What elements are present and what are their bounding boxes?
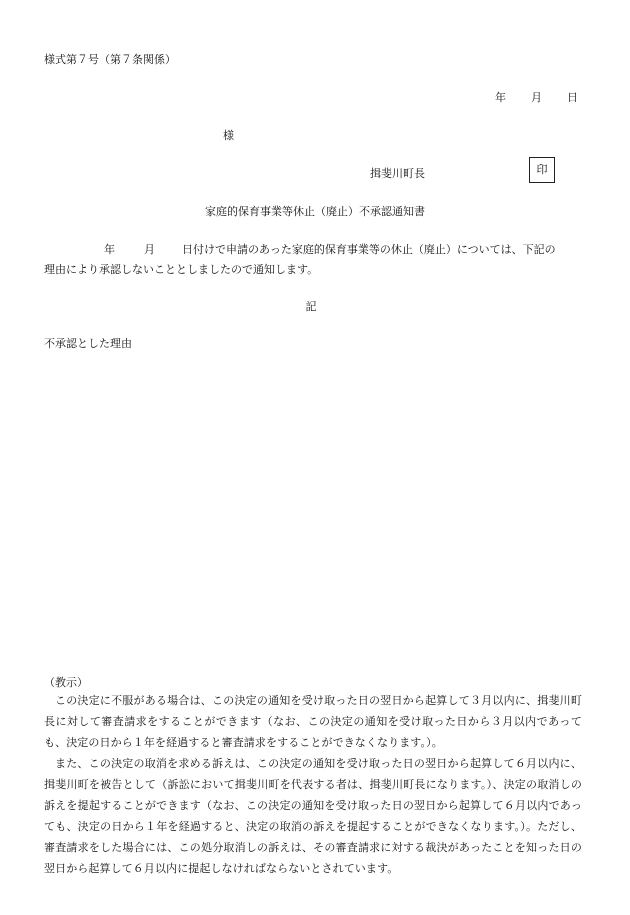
intro-line-1 [104,242,556,257]
instruction-paragraph-1: この決定に不服がある場合は、この決定の通知を受け取った日の翌日から起算して３月以内に、揖斐川町長に対して審査請求をすることができます（なお、この決定の通知を受け取った日から３月以内であっても、決定の日から１年を経過すると審査請求をすることができなくなります。）。 [44,694,582,750]
instruction-heading: （教示） [44,676,88,689]
ki-label: 記 [305,300,317,313]
instruction-paragraph-2: また、この決定の取消を求める訴えは、この決定の通知を受け取った日の翌日から起算して６月以内に、揖斐川町を被告として（訴訟において揖斐川町を代表する者は、揖斐川町長になります。）、決定の取消しの訴えを提起することができます（なお、この決定の通知を受け取った日の翌日から起算して６月以内であっても、決定の日から１年を経過すると、決定の取消の訴えを提起することができなくなります。）。ただし、審査請求をした場合には、この処分取消しの訴えは、その審査請求に対する裁決があったことを知った日の翌日から起算して６月以内に提起しなければならないとされています。 [44,757,582,876]
intro-line-1-text: 日付けで申請のあった家庭的保育事業等の休止（廃止）については、下記の [182,243,556,256]
date-year-label: 年 [495,91,506,104]
intro-month-label: 月 [144,243,155,256]
recipient-honorific: 様 [223,129,234,142]
reason-label: 不承認とした理由 [44,337,132,350]
seal-label: 印 [536,163,548,177]
intro-line-2: 理由により承認しないこととしましたので通知します。 [44,263,319,276]
date-month-label: 月 [531,91,542,104]
seal-box [529,157,555,183]
form-number: 様式第７号（第７条関係） [44,53,176,66]
issuer-name: 揖斐川町長 [370,167,425,180]
document-title: 家庭的保育事業等休止（廃止）不承認通知書 [205,205,425,218]
date-day-label: 日 [567,91,578,104]
instruction-section [44,675,582,879]
intro-year-label: 年 [104,243,115,256]
